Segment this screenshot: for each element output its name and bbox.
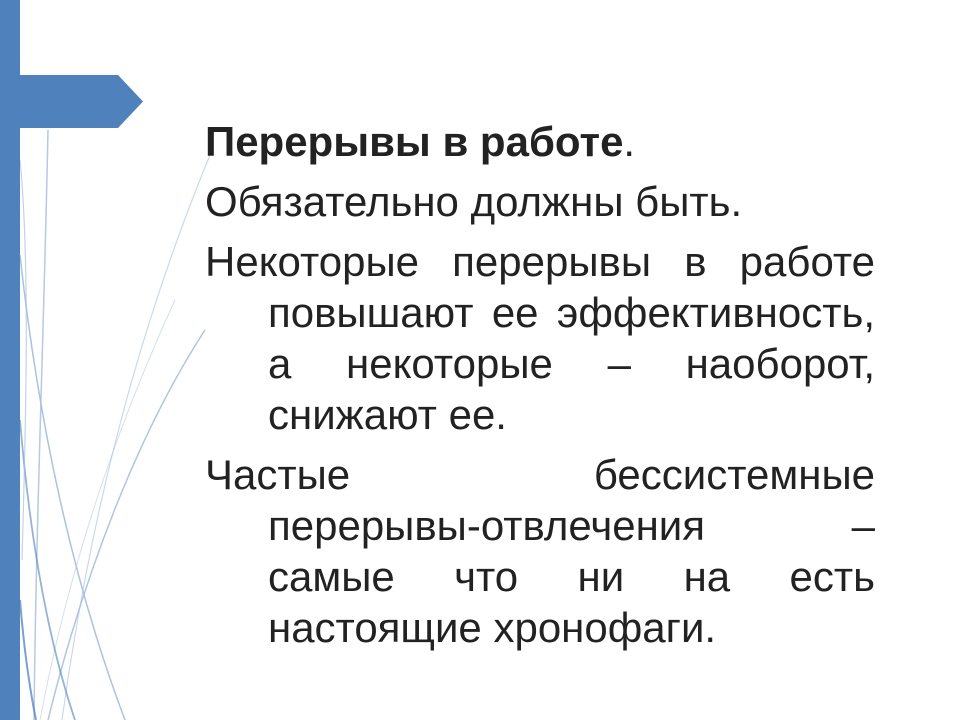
paragraph [205,176,875,227]
paragraph-line: самые что ни на есть [268,553,875,600]
wisp-curve [20,600,36,720]
paragraph-line: Обязательно должны быть. [205,178,743,225]
slide-heading [205,116,875,167]
wisp-curve [62,150,212,720]
paragraph-line: снижают ее. [268,391,507,438]
wisp-curve [34,130,48,720]
heading-tail-text: . [623,118,636,165]
paragraph-line: Частые бессистемные [205,451,875,498]
accent-arrow [0,75,143,128]
slide-body [205,116,875,653]
paragraph-line: перерывы-отвлечения – [268,502,875,549]
wisp-curve [48,330,205,720]
paragraph-line: настоящие хронофаги. [268,604,717,651]
heading-bold-text: Перерывы в работе [205,118,624,165]
wisp-curve [20,160,26,560]
wisp-curve [40,300,175,720]
paragraph [205,449,875,653]
heading-line [205,116,875,167]
paragraph-line: Некоторые перерывы в работе [205,238,875,285]
paragraph [205,236,875,440]
paragraph-line: а некоторые – наоборот, [268,340,875,387]
paragraph-line: повышают ее эффективность, [268,289,875,336]
